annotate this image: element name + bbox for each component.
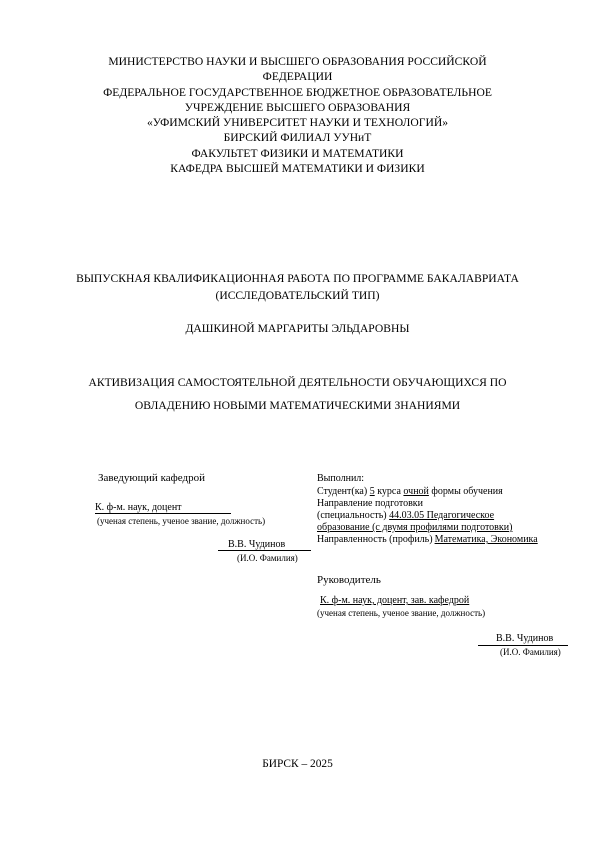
student-course-line bbox=[317, 486, 503, 497]
work-type bbox=[0, 270, 595, 304]
work-type-line: (ИССЛЕДОВАТЕЛЬСКИЙ ТИП) bbox=[215, 289, 380, 302]
head-of-dept-degree-caption: (ученая степень, ученое звание, должность) bbox=[97, 516, 266, 526]
header-line: ФАКУЛЬТЕТ ФИЗИКИ И МАТЕМАТИКИ bbox=[191, 146, 404, 160]
supervisor-label: Руководитель bbox=[317, 574, 381, 586]
course-number: 5 bbox=[369, 486, 375, 497]
city-year: БИРСК – 2025 bbox=[262, 758, 333, 770]
profile-label: Направленность (профиль) bbox=[317, 534, 433, 545]
head-of-dept-degree: К. ф-м. наук, доцент bbox=[95, 502, 182, 513]
head-of-dept-name-caption: (И.О. Фамилия) bbox=[237, 553, 298, 563]
head-of-dept-name: В.В. Чудинов bbox=[228, 539, 286, 550]
performed-label: Выполнил: bbox=[317, 473, 365, 484]
student-prefix: Студент(ка) bbox=[317, 486, 368, 497]
direction-label: Направление подготовки bbox=[317, 498, 424, 509]
specialty-line bbox=[317, 510, 494, 521]
signature-line bbox=[95, 513, 231, 514]
header-line: МИНИСТЕРСТВО НАУКИ И ВЫСШЕГО ОБРАЗОВАНИЯ РОССИЙСКОЙ bbox=[108, 55, 487, 68]
header-line: КАФЕДРА ВЫСШЕЙ МАТЕМАТИКИ И ФИЗИКИ bbox=[170, 162, 425, 176]
specialty-label: (специальность) bbox=[317, 510, 387, 521]
supervisor-degree: К. ф-м. наук, доцент, зав. кафедрой bbox=[320, 595, 470, 606]
institution-header bbox=[0, 54, 595, 176]
header-line: ФЕДЕРАЛЬНОЕ ГОСУДАРСТВЕННОЕ БЮДЖЕТНОЕ ОБРАЗОВАТЕЛЬНОЕ bbox=[103, 85, 492, 99]
topic-line: АКТИВИЗАЦИЯ САМОСТОЯТЕЛЬНОЙ ДЕЯТЕЛЬНОСТИ ОБУЧАЮЩИХСЯ ПО bbox=[88, 376, 507, 389]
course-word: курса bbox=[377, 486, 401, 497]
study-form: очной bbox=[403, 486, 429, 497]
supervisor-name-caption: (И.О. Фамилия) bbox=[500, 647, 561, 657]
header-line: БИРСКИЙ ФИЛИАЛ УУНиТ bbox=[223, 131, 372, 145]
supervisor-name: В.В. Чудинов bbox=[496, 633, 554, 644]
profile-line bbox=[317, 534, 538, 545]
supervisor-degree-caption: (ученая степень, ученое звание, должность) bbox=[317, 608, 486, 618]
header-line: ФЕДЕРАЦИИ bbox=[262, 70, 333, 84]
student-name: ДАШКИНОЙ МАРГАРИТЫ ЭЛЬДАРОВНЫ bbox=[185, 322, 410, 335]
profile-value: Математика, Экономика bbox=[434, 534, 538, 545]
signature-line bbox=[478, 645, 568, 646]
thesis-topic bbox=[0, 371, 595, 417]
specialty-value: 44.03.05 Педагогическое bbox=[389, 510, 495, 521]
signature-line bbox=[218, 550, 311, 551]
header-line: «УФИМСКИЙ УНИВЕРСИТЕТ НАУКИ И ТЕХНОЛОГИЙ» bbox=[146, 116, 449, 130]
topic-line: ОВЛАДЕНИЮ НОВЫМИ МАТЕМАТИЧЕСКИМИ ЗНАНИЯМИ bbox=[134, 399, 461, 412]
head-of-dept-label: Заведующий кафедрой bbox=[98, 472, 205, 484]
header-line: УЧРЕЖДЕНИЕ ВЫСШЕГО ОБРАЗОВАНИЯ bbox=[184, 100, 411, 114]
work-type-line: ВЫПУСКНАЯ КВАЛИФИКАЦИОННАЯ РАБОТА ПО ПРОГРАММЕ БАКАЛАВРИАТА bbox=[76, 272, 519, 285]
study-form-suffix: формы обучения bbox=[431, 486, 503, 497]
specialty-value-cont: образование (с двумя профилями подготовки) bbox=[317, 522, 513, 533]
